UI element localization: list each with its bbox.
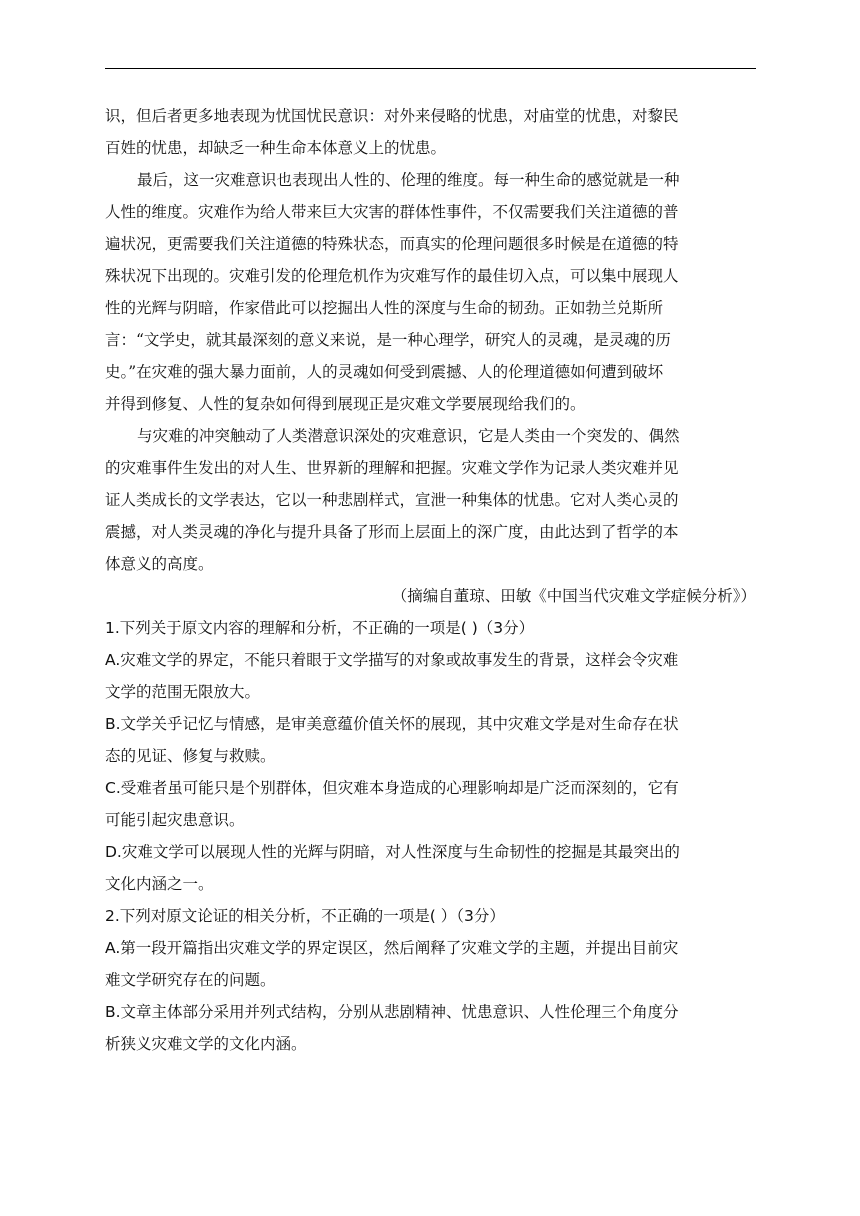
passage (105, 100, 756, 612)
option-line: A.第一段开篇指出灾难文学的界定误区，然后阐释了灾难文学的主题，并提出目前灾 (105, 939, 679, 957)
question-stem: 1.下列关于原文内容的理解和分析，不正确的一项是( )（3分） (105, 619, 535, 637)
option-line: 态的见证、修复与救赎。 (105, 747, 276, 765)
option-line: B.文章主体部分采用并列式结构，分别从悲剧精神、忧患意识、人性伦理三个角度分 (105, 1003, 679, 1021)
paragraph-ethics (105, 164, 756, 420)
option-line: C.受难者虽可能只是个别群体，但灾难本身造成的心理影响却是广泛而深刻的，它有 (105, 779, 679, 797)
option-c (105, 772, 756, 836)
text-line: 识，但后者更多地表现为忧国忧民意识：对外来侵略的忧患，对庙堂的忧患，对黎民 (105, 107, 679, 125)
option-b (105, 996, 756, 1060)
text-line: 震撼，对人类灵魂的净化与提升具备了形而上层面上的深广度，由此达到了哲学的本 (105, 523, 679, 541)
option-line: 可能引起灾患意识。 (105, 811, 245, 829)
text-line: 体意义的高度。 (105, 555, 214, 573)
question-1 (105, 612, 756, 900)
option-line: 难文学研究存在的问题。 (105, 971, 276, 989)
option-d (105, 836, 756, 900)
option-line: B.文学关乎记忆与情感，是审美意蕴价值关怀的展现，其中灾难文学是对生命存在状 (105, 715, 679, 733)
question-2 (105, 900, 756, 1060)
header-rule (105, 68, 756, 69)
text-line: 与灾难的冲突触动了人类潜意识深处的灾难意识，它是人类由一个突发的、偶然 (137, 427, 680, 445)
option-line: 析狭义灾难文学的文化内涵。 (105, 1035, 307, 1053)
option-line: 文学的范围无限放大。 (105, 683, 261, 701)
text-line: 史。”在灾难的强大暴力面前，人的灵魂如何受到震撼、人的伦理道德如何遭到破坏 (105, 363, 664, 381)
text-line: 言：“文学史，就其最深刻的意义来说，是一种心理学，研究人的灵魂，是灵魂的历 (105, 331, 671, 349)
paragraph-conclusion (105, 420, 756, 580)
text-line: 并得到修复、人性的复杂如何得到展现正是灾难文学要展现给我们的。 (105, 395, 586, 413)
text-line: 的灾难事件生发出的对人生、世界新的理解和把握。灾难文学作为记录人类灾难并见 (105, 459, 679, 477)
option-line: 文化内涵之一。 (105, 875, 214, 893)
text-line: 人性的维度。灾难作为给人带来巨大灾害的群体性事件，不仅需要我们关注道德的普 (105, 203, 679, 221)
option-line: A.灾难文学的界定，不能只着眼于文学描写的对象或故事发生的背景，这样会令灾难 (105, 651, 679, 669)
option-line: D.灾难文学可以展现人性的光辉与阴暗，对人性深度与生命韧性的挖掘是其最突出的 (105, 843, 680, 861)
source-citation: （摘编自董琼、田敏《中国当代灾难文学症候分析》） (391, 587, 756, 605)
text-line: 性的光辉与阴暗，作家借此可以挖掘出人性的深度与生命的韧劲。正如勃兰兑斯所 (105, 299, 664, 317)
question-stem: 2.下列对原文论证的相关分析，不正确的一项是( ）（3分） (105, 907, 505, 925)
page-content (105, 100, 756, 1060)
option-b (105, 708, 756, 772)
text-line: 最后，这一灾难意识也表现出人性的、伦理的维度。每一种生命的感觉就是一种 (137, 171, 680, 189)
text-line: 证人类成长的文学表达，它以一种悲剧样式，宣泄一种集体的忧患。它对人类心灵的 (105, 491, 679, 509)
text-line: 百姓的忧患，却缺乏一种生命本体意义上的忧患。 (105, 139, 447, 157)
option-a (105, 644, 756, 708)
text-line: 遍状况，更需要我们关注道德的特殊状态，而真实的伦理问题很多时候是在道德的特 (105, 235, 679, 253)
option-a (105, 932, 756, 996)
paragraph-tail (105, 100, 756, 164)
text-line: 殊状况下出现的。灾难引发的伦理危机作为灾难写作的最佳切入点，可以集中展现人 (105, 267, 679, 285)
